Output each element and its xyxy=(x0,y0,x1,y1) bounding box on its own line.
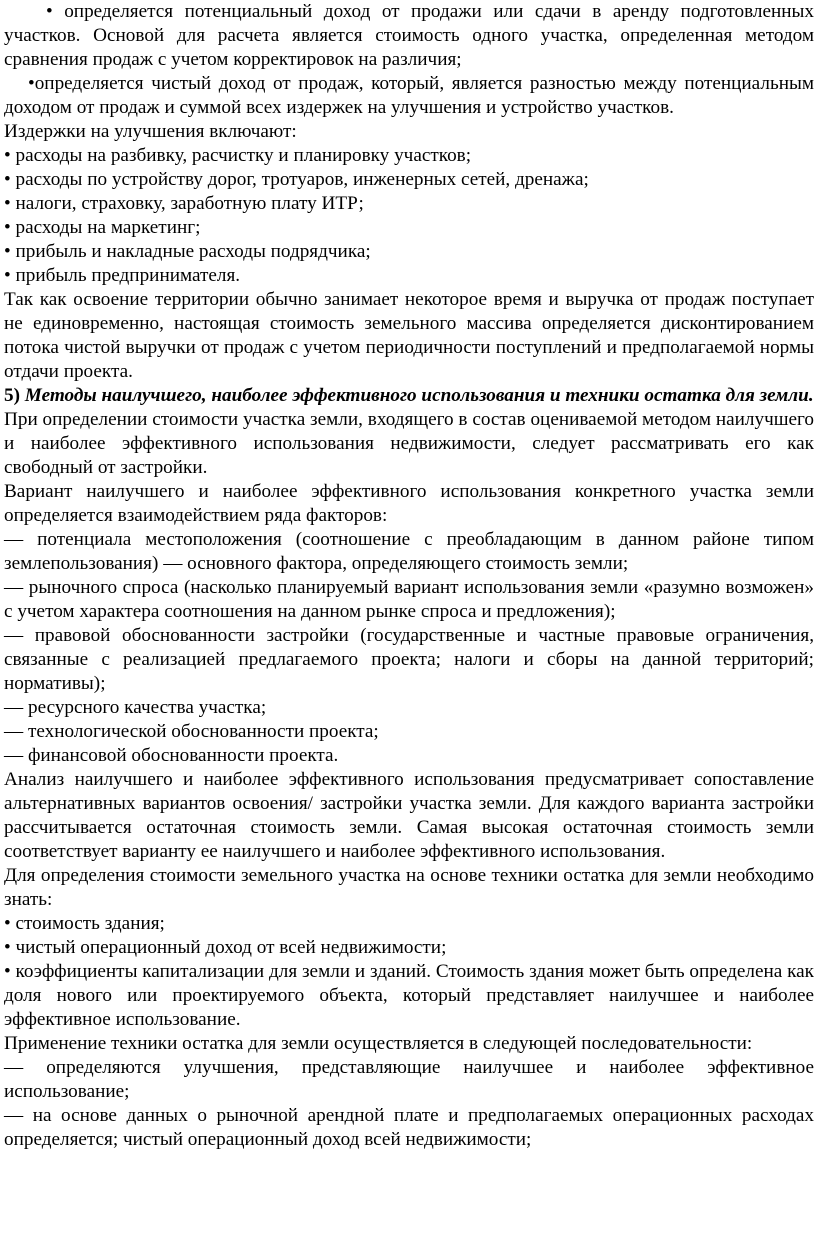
list-item-market-demand: — рыночного спроса (насколько планируемый вариант использования земли «разумно возможен» с учетом характера соотношения на данном рынке спроса и предложения); xyxy=(4,577,814,622)
list-item-layout-costs: • расходы на разбивку, расчистку и планировку участков; xyxy=(4,145,472,166)
list-item-cap-rates: • коэффициенты капитализации для земли и зданий. Стоимость здания может быть определена как доля нового или проектируемого объекта, который представляет наилучшее и наиболее эффективное использование. xyxy=(4,961,814,1030)
paragraph-analysis: Анализ наилучшего и наиболее эффективного использования предусматривает сопоставление альтернативных вариантов освоения/ застройки участка земли. Для каждого варианта застройки рассчитывается остаточная стоимость земли. Самая высокая остаточная стоимость земли соответствует варианту ее наилучшего и наиболее эффективного использования. xyxy=(4,769,814,862)
section-number: 5) xyxy=(4,385,20,406)
list-item-location: — потенциала местоположения (соотношение с преобладающим в данном районе типом землепользования) — основного фактора, определяющего стоимость земли; xyxy=(4,529,814,574)
paragraph-bullet-net-income: •определяется чистый доход от продаж, который, является разностью между потенциальным доходом от продаж и суммой всех издержек на улучшения и устройство участков. xyxy=(4,73,814,118)
paragraph-improvement-costs-intro: Издержки на улучшения включают: xyxy=(4,121,297,142)
list-item-roads-costs: • расходы по устройству дорог, тротуаров, инженерных сетей, дренажа; xyxy=(4,169,589,190)
paragraph-factors-intro: Вариант наилучшего и наиболее эффективного использования конкретного участка земли определяется взаимодействием ряда факторов: xyxy=(4,481,814,526)
list-item-rent-data: — на основе данных о рыночной арендной плате и предполагаемых операционных расходах определяется; чистый операционный доход всей недвижимости; xyxy=(4,1105,814,1150)
list-item-building-value: • стоимость здания; xyxy=(4,913,165,934)
paragraph-discounting: Так как освоение территории обычно занимает некоторое время и выручка от продаж поступает не единовременно, настоящая стоимость земельного массива определяется дисконтированием потока чистой выручки от продаж с учетом периодичности поступлений и предполагаемой нормы отдачи проекта. xyxy=(4,289,814,382)
list-item-taxes: • налоги, страховку, заработную плату ИТР; xyxy=(4,193,364,214)
list-item-entrepreneur-profit: • прибыль предпринимателя. xyxy=(4,265,241,286)
section-heading xyxy=(4,384,814,408)
section-title: Методы наилучшего, наиболее эффективного использования и техники остатка для земли. xyxy=(24,385,814,406)
list-item-financial: — финансовой обоснованности проекта. xyxy=(4,745,339,766)
list-item-noi: • чистый операционный доход от всей недвижимости; xyxy=(4,937,447,958)
list-item-marketing: • расходы на маркетинг; xyxy=(4,217,201,238)
list-item-technological: — технологической обоснованности проекта; xyxy=(4,721,379,742)
paragraph-sequence-intro: Применение техники остатка для земли осуществляется в следующей последовательности: xyxy=(4,1033,753,1054)
list-item-contractor-profit: • прибыль и накладные расходы подрядчика; xyxy=(4,241,371,262)
paragraph-bullet-potential-income: • определяется потенциальный доход от продажи или сдачи в аренду подготовленных участков. Основой для расчета является стоимость одного участка, определенная методом сравнения продаж с учетом корректировок на различия; xyxy=(4,1,814,70)
list-item-improvements: — определяются улучшения, представляющие наилучшее и наиболее эффективное использование; xyxy=(4,1057,814,1102)
paragraph-free-land: При определении стоимости участка земли, входящего в состав оцениваемой методом наилучшего и наиболее эффективного использования недвижимости, следует рассматривать его как свободный от застройки. xyxy=(4,409,814,478)
list-item-legal: — правовой обоснованности застройки (государственные и частные правовые ограничения, связанные с реализацией предлагаемого проекта; налоги и сборы на данной территорий; нормативы); xyxy=(4,625,814,694)
list-item-resource-quality: — ресурсного качества участка; xyxy=(4,697,267,718)
paragraph-need-to-know: Для определения стоимости земельного участка на основе техники остатка для земли необходимо знать: xyxy=(4,865,814,910)
